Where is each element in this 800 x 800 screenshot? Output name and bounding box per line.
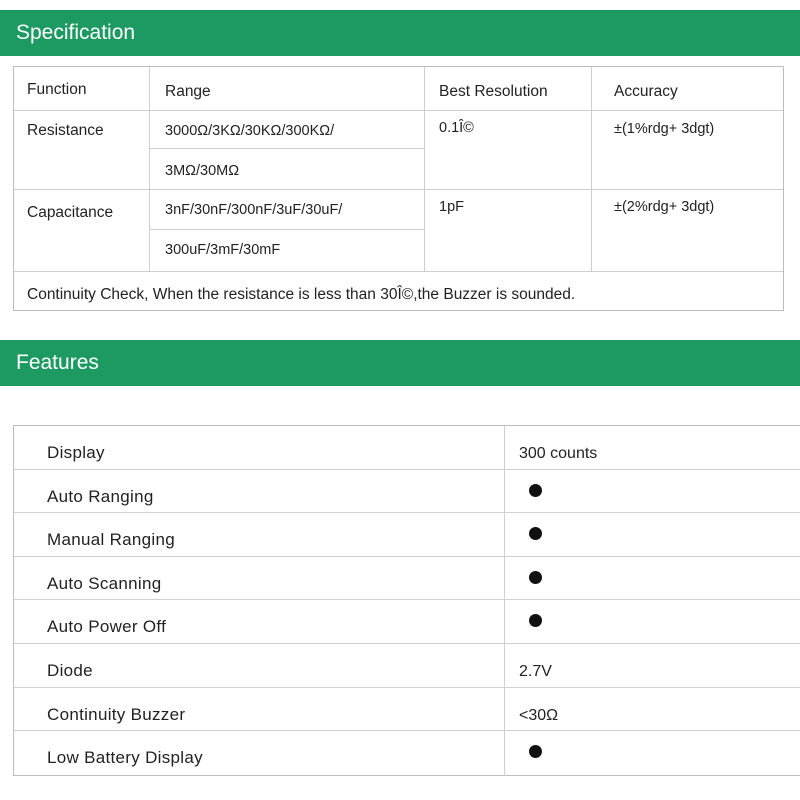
supported-dot-icon xyxy=(529,484,542,497)
feature-row xyxy=(14,470,800,514)
specification-banner xyxy=(0,10,800,56)
capacitance-range-line1: 3nF/30nF/300nF/3uF/30uF/ xyxy=(165,202,343,218)
feature-name: Low Battery Display xyxy=(47,748,203,768)
header-divider xyxy=(14,110,783,111)
feature-name: Display xyxy=(47,443,105,462)
feature-row xyxy=(14,600,800,644)
feature-name: Auto Power Off xyxy=(47,617,167,637)
feature-name: Auto Ranging xyxy=(47,486,154,506)
row-divider xyxy=(14,189,783,190)
feature-value: <30Ω xyxy=(519,706,559,724)
features-banner xyxy=(0,340,800,386)
feature-name: Auto Scanning xyxy=(47,573,162,593)
header-range: Range xyxy=(165,83,211,100)
capacitance-resolution: 1pF xyxy=(439,199,464,215)
supported-dot-icon xyxy=(529,527,542,540)
supported-dot-icon xyxy=(529,571,542,584)
header-best-resolution: Best Resolution xyxy=(439,83,548,100)
capacitance-accuracy: ±(2%rdg+ 3dgt) xyxy=(614,199,715,215)
header-function: Function xyxy=(27,81,87,98)
feature-row xyxy=(14,557,800,601)
feature-value: 300 counts xyxy=(519,445,598,462)
feature-value: 2.7V xyxy=(519,663,552,680)
feature-row xyxy=(14,688,800,732)
supported-dot-icon xyxy=(529,745,542,758)
range-divider xyxy=(149,148,424,149)
features-title: Features xyxy=(16,351,99,374)
feature-row xyxy=(14,731,800,775)
resistance-resolution: 0.1Î© xyxy=(439,120,474,136)
column-divider xyxy=(149,67,150,271)
range-divider xyxy=(149,229,424,230)
specification-table xyxy=(13,66,784,311)
column-divider xyxy=(591,67,592,271)
resistance-function: Resistance xyxy=(27,122,104,139)
header-accuracy: Accuracy xyxy=(614,83,678,100)
continuity-note: Continuity Check, When the resistance is less than 30Î©,the Buzzer is sounded. xyxy=(27,286,576,303)
feature-name: Manual Ranging xyxy=(47,530,176,550)
resistance-range-line2: 3MΩ/30MΩ xyxy=(165,163,240,179)
column-divider xyxy=(424,67,425,271)
resistance-accuracy: ±(1%rdg+ 3dgt) xyxy=(614,121,715,137)
capacitance-range-line2: 300uF/3mF/30mF xyxy=(165,242,281,258)
feature-name: Continuity Buzzer xyxy=(47,704,186,724)
capacitance-function: Capacitance xyxy=(27,204,114,221)
feature-row xyxy=(14,644,800,688)
row-divider xyxy=(14,271,783,272)
feature-name: Diode xyxy=(47,661,93,680)
features-table xyxy=(13,425,800,776)
supported-dot-icon xyxy=(529,614,542,627)
feature-row xyxy=(14,513,800,557)
resistance-range-line1: 3000Ω/3KΩ/30KΩ/300KΩ/ xyxy=(165,123,335,139)
feature-row xyxy=(14,426,800,470)
specification-title: Specification xyxy=(16,21,136,44)
